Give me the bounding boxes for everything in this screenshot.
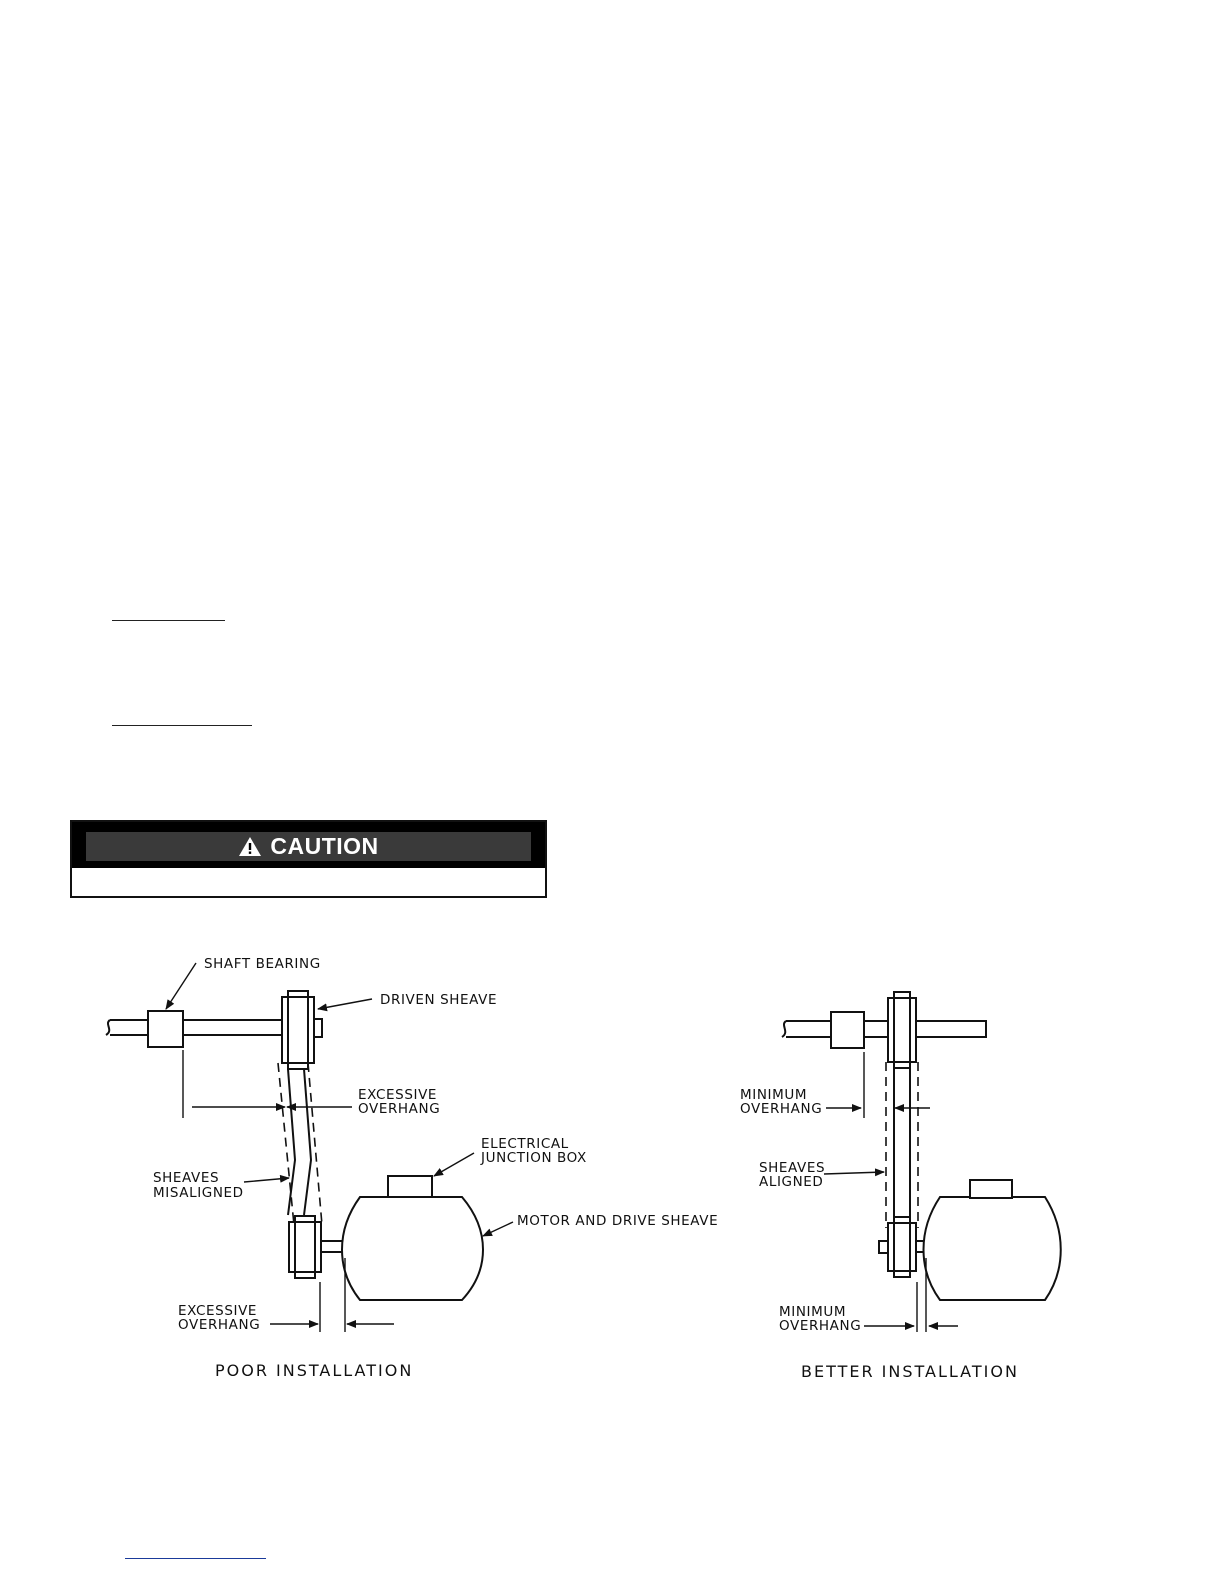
- label-minimum-overhang-top-2: OVERHANG: [740, 1101, 823, 1117]
- poor-shaft-bearing: [148, 1011, 183, 1047]
- label-minimum-overhang-bottom-2: OVERHANG: [779, 1318, 862, 1334]
- label-sheaves-aligned-2: ALIGNED: [759, 1174, 824, 1190]
- poor-driven-sheave: [282, 997, 314, 1063]
- label-motor-and-drive-sheave: MOTOR AND DRIVE SHEAVE: [517, 1213, 719, 1229]
- better-shaft: [786, 1021, 986, 1037]
- label-sheaves-misaligned-1: SHEAVES: [153, 1170, 220, 1186]
- poor-motor-body: [342, 1197, 483, 1300]
- poor-shaft: [110, 1020, 282, 1035]
- better-junction-box: [970, 1180, 1012, 1198]
- poor-junction-box: [388, 1176, 432, 1197]
- poor-alignment-dash-left: [278, 1063, 294, 1225]
- label-electrical-junction-box-1: ELECTRICAL: [481, 1136, 569, 1152]
- label-sheaves-aligned-1: SHEAVES: [759, 1160, 826, 1176]
- better-driven-sheave: [888, 998, 916, 1062]
- label-shaft-bearing: SHAFT BEARING: [204, 956, 321, 972]
- caption-better-installation: BETTER INSTALLATION: [801, 1362, 1019, 1381]
- better-motor-shaft-end: [879, 1241, 888, 1253]
- label-excessive-overhang-top-1: EXCESSIVE: [358, 1087, 438, 1103]
- poor-shaft-end: [314, 1019, 322, 1037]
- label-minimum-overhang-bottom-1: MINIMUM: [779, 1304, 847, 1320]
- poor-belt-left: [288, 1069, 295, 1215]
- label-excessive-overhang-bottom-2: OVERHANG: [178, 1317, 261, 1333]
- label-driven-sheave: DRIVEN SHEAVE: [380, 992, 498, 1008]
- label-excessive-overhang-bottom-1: EXCESSIVE: [178, 1303, 258, 1319]
- label-minimum-overhang-top-1: MINIMUM: [740, 1087, 808, 1103]
- poor-drive-sheave: [289, 1222, 321, 1272]
- caption-poor-installation: POOR INSTALLATION: [215, 1361, 414, 1380]
- label-sheaves-misaligned-2: MISALIGNED: [153, 1185, 244, 1201]
- better-motor-body: [924, 1197, 1061, 1300]
- poor-belt-right: [304, 1069, 311, 1215]
- poor-installation-drawing: [106, 991, 483, 1332]
- better-shaft-bearing: [831, 1012, 864, 1048]
- better-drive-sheave: [888, 1223, 916, 1271]
- better-shaft-break: [782, 1021, 786, 1037]
- label-excessive-overhang-top-2: OVERHANG: [358, 1101, 441, 1117]
- label-electrical-junction-box-2: JUNCTION BOX: [481, 1150, 587, 1166]
- poor-shaft-break: [106, 1020, 110, 1035]
- caution-title: CAUTION: [270, 833, 379, 859]
